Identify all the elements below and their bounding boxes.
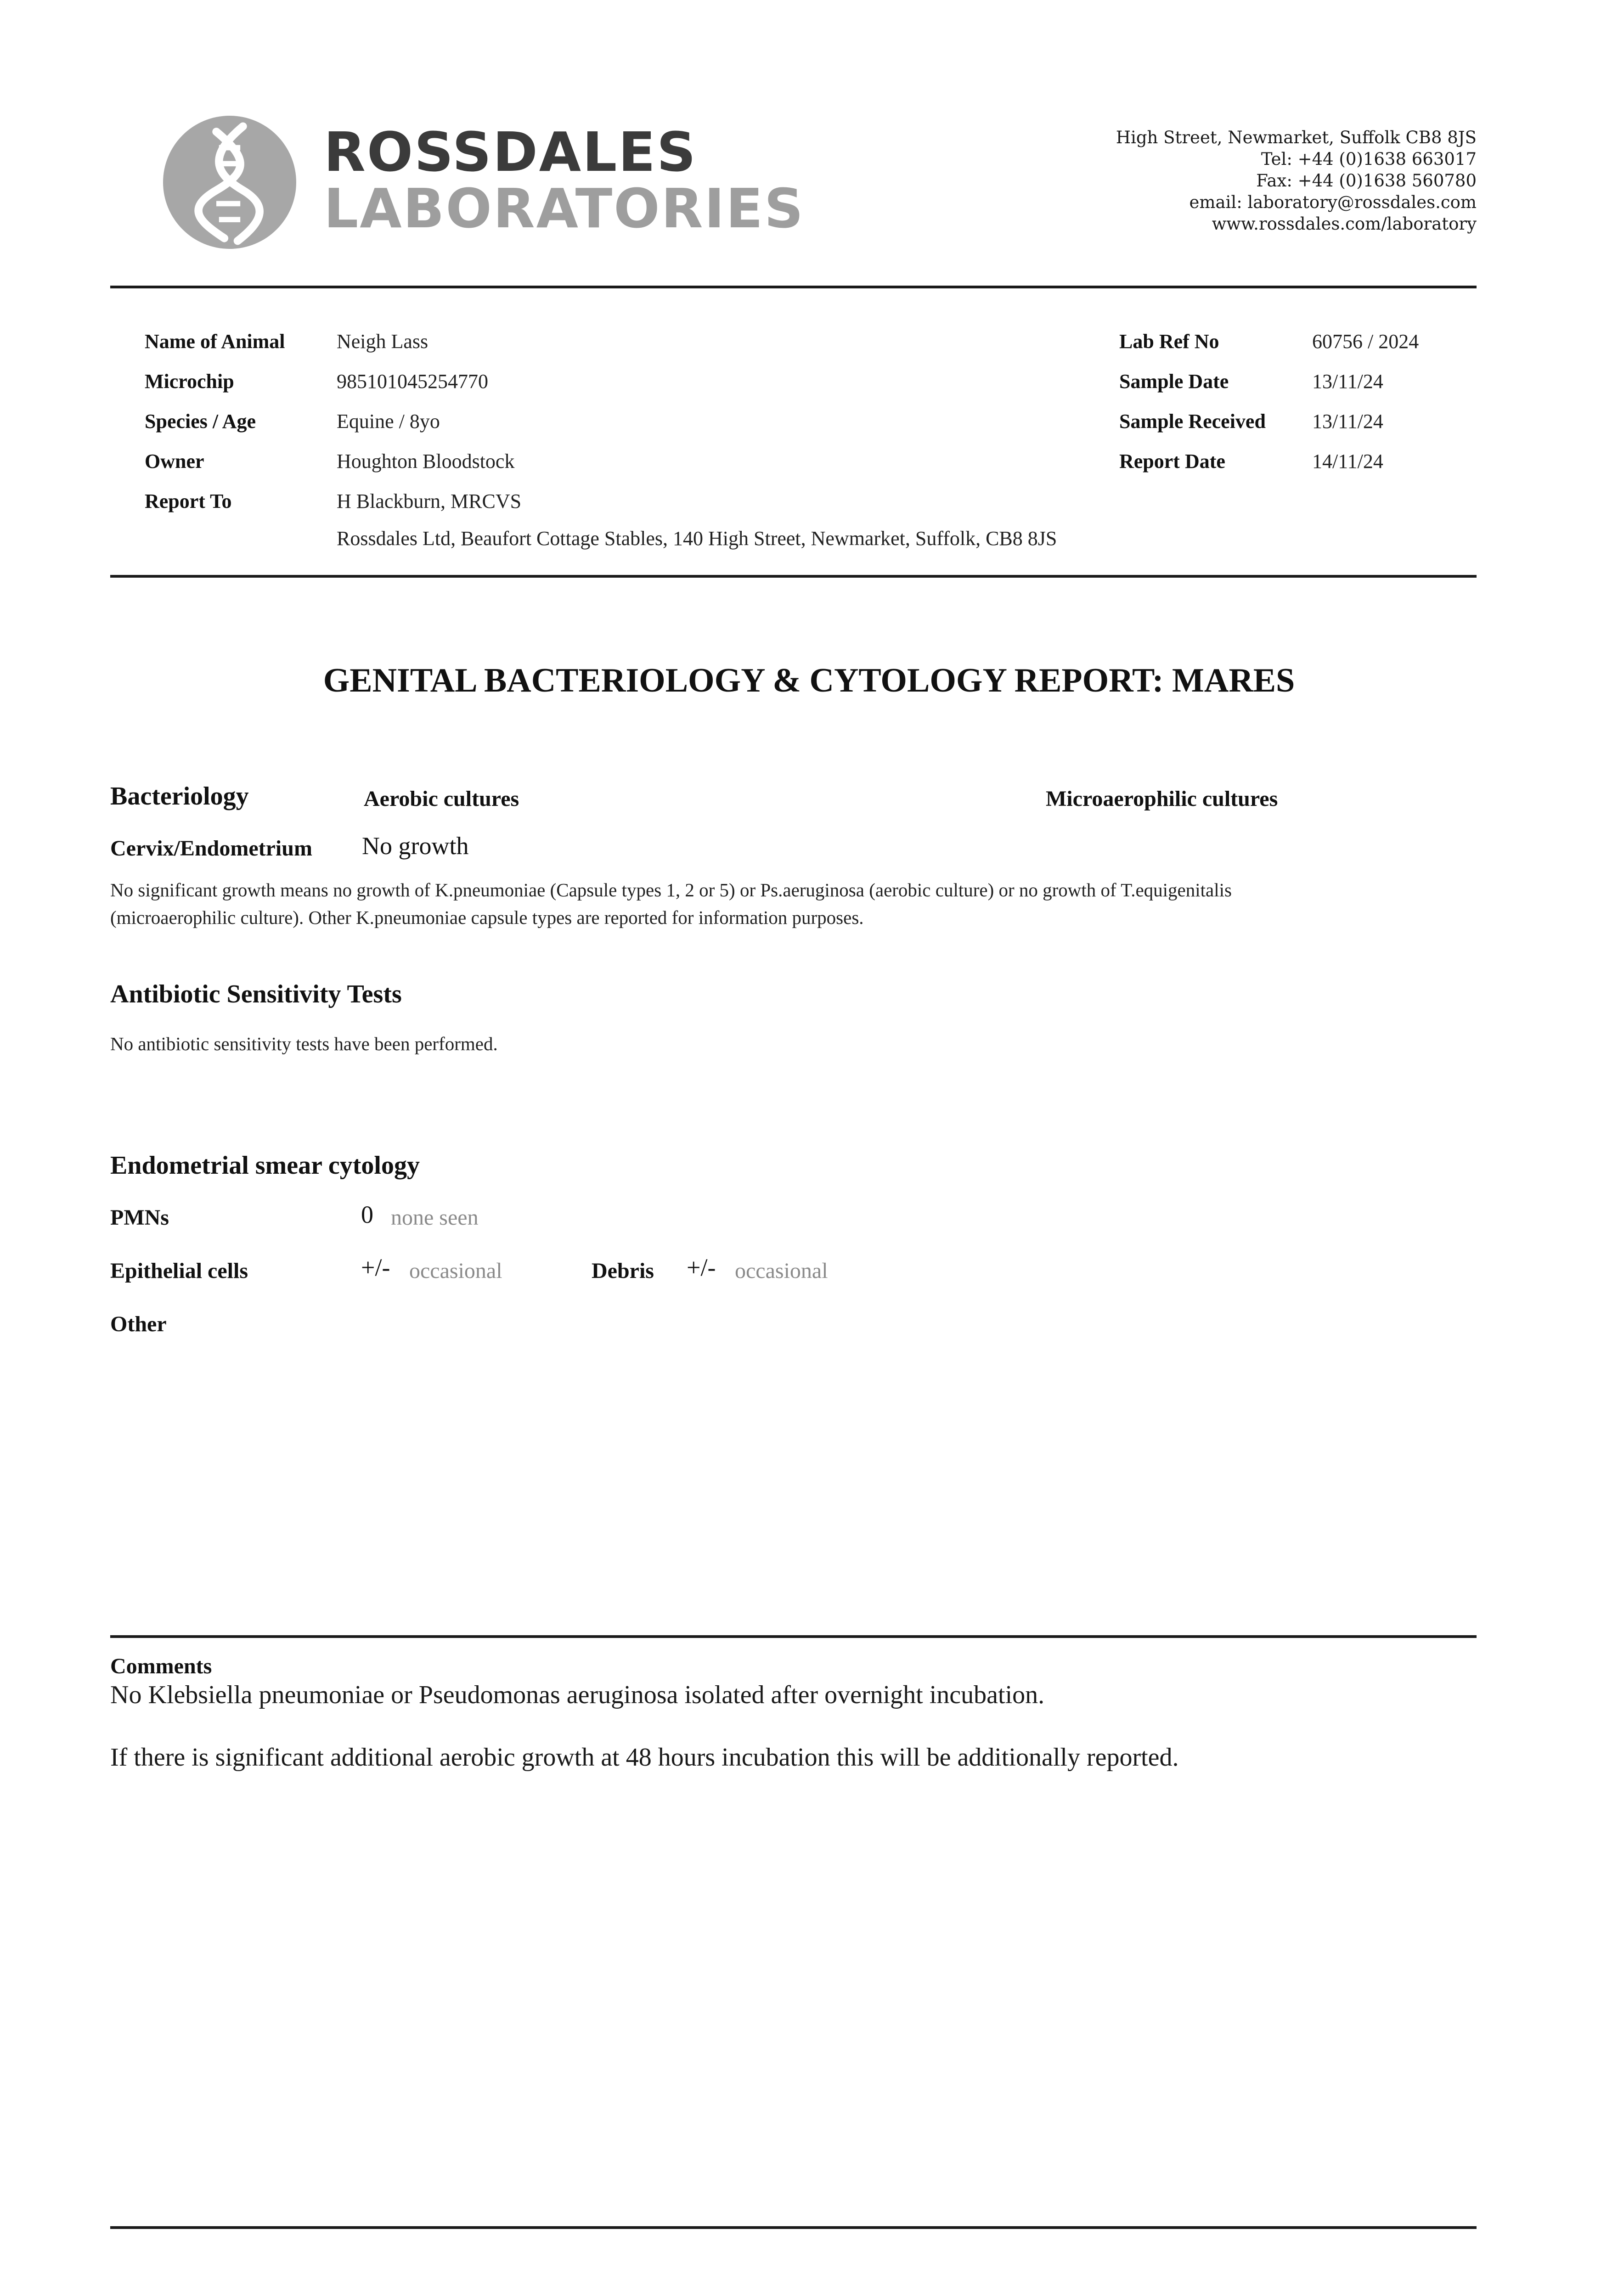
sample-received-label: Sample Received [1119, 410, 1266, 433]
header-divider [110, 286, 1477, 288]
bacteriology-heading: Bacteriology [110, 782, 249, 810]
sample-date-label: Sample Date [1119, 370, 1229, 393]
pmns-label: PMNs [110, 1205, 169, 1230]
report-to-address: Rossdales Ltd, Beaufort Cottage Stables, 140 High Street, Newmarket, Suffolk, CB8 8JS [337, 527, 1057, 550]
aerobic-result: No growth [362, 832, 469, 860]
owner-value: Houghton Bloodstock [337, 450, 515, 473]
name-of-animal-label: Name of Animal [145, 330, 285, 353]
contact-fax: Fax: +44 (0)1638 560780 [1256, 171, 1477, 191]
epithelial-cells-value: +/- [361, 1254, 390, 1281]
comments-heading: Comments [110, 1654, 212, 1678]
footer-divider [110, 2226, 1477, 2229]
report-to-label: Report To [145, 490, 232, 512]
cytology-heading: Endometrial smear cytology [110, 1151, 420, 1180]
sample-received-value: 13/11/24 [1312, 410, 1383, 433]
lab-ref-value: 60756 / 2024 [1312, 330, 1419, 353]
bacteriology-note-line2: (microaerophilic culture). Other K.pneumoniae capsule types are reported for information purposes. [110, 907, 864, 928]
species-age-value: Equine / 8yo [337, 410, 440, 433]
other-label: Other [110, 1312, 167, 1336]
lab-ref-label: Lab Ref No [1119, 330, 1219, 353]
report-date-value: 14/11/24 [1312, 450, 1383, 473]
name-of-animal-value: Neigh Lass [337, 330, 428, 353]
epithelial-cells-description: occasional [409, 1259, 502, 1283]
pmns-description: none seen [391, 1205, 479, 1230]
debris-value: +/- [687, 1254, 716, 1281]
dna-logo-icon [163, 116, 296, 249]
debris-description: occasional [735, 1259, 828, 1283]
contact-website: www.rossdales.com/laboratory [1212, 214, 1477, 234]
bacteriology-note-line1: No significant growth means no growth of K.pneumoniae (Capsule types 1, 2 or 5) or Ps.aeruginosa (aerobic culture) or no growth of T.equigenitalis [110, 879, 1232, 900]
report-date-label: Report Date [1119, 450, 1225, 473]
microchip-value: 985101045254770 [337, 370, 488, 393]
report-title: GENITAL BACTERIOLOGY & CYTOLOGY REPORT: MARES [323, 662, 1295, 699]
brand-name-line2: LABORATORIES [324, 177, 805, 240]
antibiotic-heading: Antibiotic Sensitivity Tests [110, 980, 402, 1008]
comment-line1: No Klebsiella pneumoniae or Pseudomonas aeruginosa isolated after overnight incubation. [110, 1681, 1045, 1709]
info-divider [110, 575, 1477, 578]
pmns-value: 0 [361, 1201, 373, 1228]
comment-line2: If there is significant additional aerobic growth at 48 hours incubation this will be additionally reported. [110, 1743, 1179, 1772]
owner-label: Owner [145, 450, 204, 473]
microaerophilic-cultures-heading: Microaerophilic cultures [1046, 787, 1278, 811]
species-age-label: Species / Age [145, 410, 256, 433]
comments-divider [110, 1635, 1477, 1638]
aerobic-cultures-heading: Aerobic cultures [364, 787, 519, 811]
debris-label: Debris [592, 1259, 654, 1283]
contact-tel: Tel: +44 (0)1638 663017 [1261, 149, 1477, 169]
brand-name-line1: ROSSDALES [324, 120, 697, 184]
contact-address: High Street, Newmarket, Suffolk CB8 8JS [1116, 128, 1477, 147]
sample-date-value: 13/11/24 [1312, 370, 1383, 393]
microchip-label: Microchip [145, 370, 234, 393]
report-to-value: H Blackburn, MRCVS [337, 490, 522, 512]
epithelial-cells-label: Epithelial cells [110, 1259, 248, 1283]
contact-email: email: laboratory@rossdales.com [1189, 192, 1477, 212]
cervix-endometrium-label: Cervix/Endometrium [110, 836, 312, 861]
antibiotic-text: No antibiotic sensitivity tests have been performed. [110, 1033, 498, 1054]
